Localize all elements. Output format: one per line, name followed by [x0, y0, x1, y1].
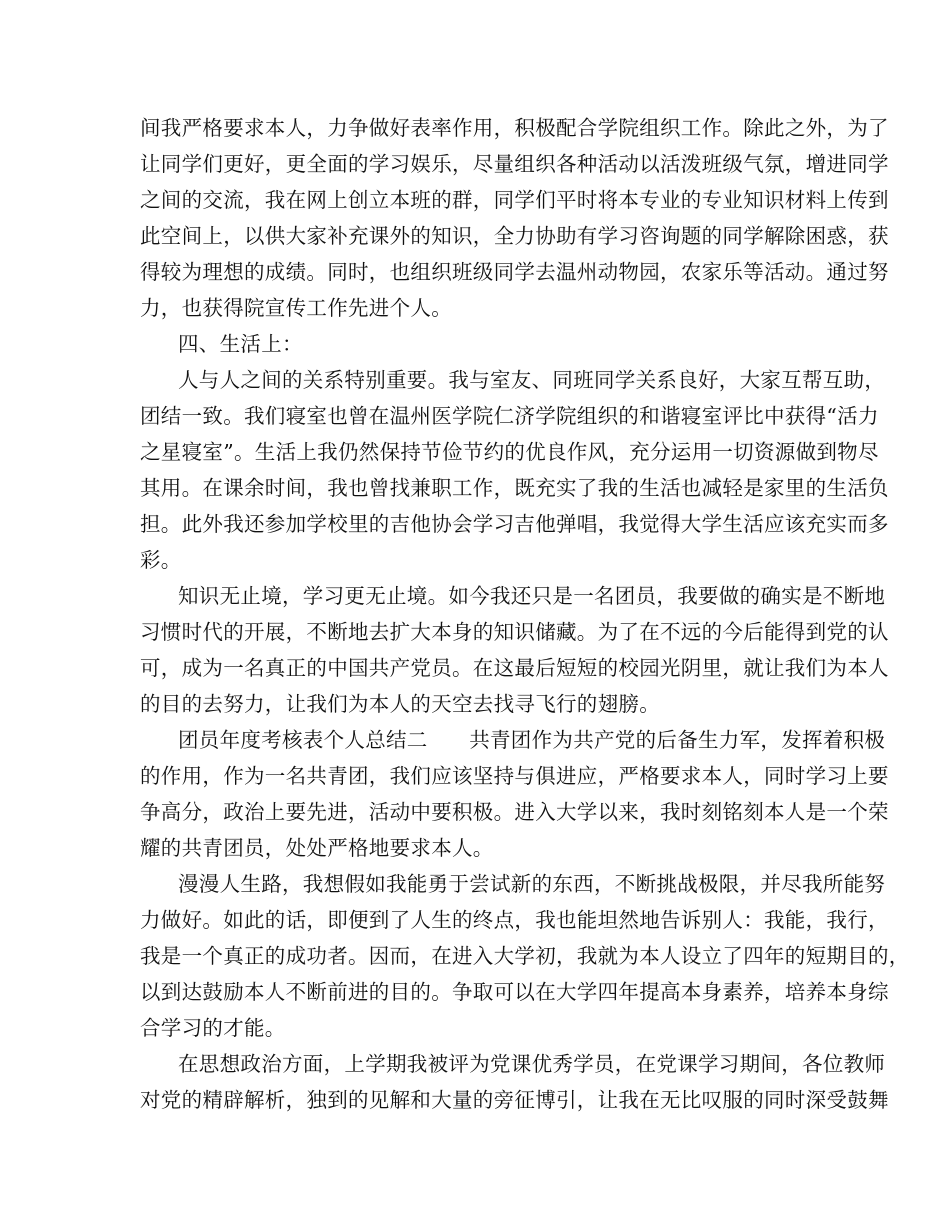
- body-line: 得较为理想的成绩。同时，也组织班级同学去温州动物园，农家乐等活动。通过努: [140, 260, 889, 284]
- body-line: 我是一个真正的成功者。因而，在进入大学初，我就为本人设立了四年的短期目的，: [140, 944, 910, 968]
- body-line: 在思想政治方面，上学期我被评为党课优秀学员，在党课学习期间，各位教师: [178, 1052, 886, 1076]
- body-line: 之星寝室”。生活上我仍然保持节俭节约的优良作风，充分运用一切资源做到物尽: [140, 440, 879, 464]
- body-line: 习惯时代的开展，不断地去扩大本身的知识储藏。为了在不远的今后能得到党的认: [140, 620, 889, 644]
- body-line: 可，成为一名真正的中国共产党员。在这最后短短的校园光阴里，就让我们为本人: [140, 656, 889, 680]
- body-line: 团结一致。我们寝室也曾在温州医学院仁济学院组织的和谐寝室评比中获得“活力: [140, 404, 879, 428]
- body-line: 漫漫人生路，我想假如我能勇于尝试新的东西，不断挑战极限，并尽我所能努: [178, 872, 886, 896]
- body-line: 对党的精辟解析，独到的见解和大量的旁征博引，让我在无比叹服的同时深受鼓舞: [140, 1088, 889, 1112]
- document-body: [140, 110, 910, 1118]
- body-line: 以到达鼓励本人不断前进的目的。争取可以在大学四年提高本身素养，培养本身综: [140, 980, 889, 1004]
- body-line: 力做好。如此的话，即便到了人生的终点，我也能坦然地告诉别人：我能，我行，: [140, 908, 889, 932]
- body-line: 人与人之间的关系特别重要。我与室友、同班同学关系良好，大家互帮互助，: [178, 368, 886, 392]
- body-line: 让同学们更好，更全面的学习娱乐，尽量组织各种活动以活泼班级气氛，增进同学: [140, 152, 889, 176]
- body-line: 此空间上，以供大家补充课外的知识，全力协助有学习咨询题的同学解除困惑，获: [140, 224, 889, 248]
- body-line: 团员年度考核表个人总结二 共青团作为共产党的后备生力军，发挥着积极: [178, 728, 886, 752]
- body-line: 之间的交流，我在网上创立本班的群，同学们平时将本专业的专业知识材料上传到: [140, 188, 889, 212]
- body-line: 耀的共青团员，处处严格地要求本人。: [140, 836, 494, 860]
- body-line: 合学习的才能。: [140, 1016, 286, 1040]
- body-line: 彩。: [140, 548, 182, 572]
- body-line: 力，也获得院宣传工作先进个人。: [140, 296, 452, 320]
- body-line: 知识无止境，学习更无止境。如今我还只是一名团员，我要做的确实是不断地: [178, 584, 886, 608]
- body-line: 的作用，作为一名共青团，我们应该坚持与俱进应，严格要求本人，同时学习上要: [140, 764, 889, 788]
- body-line: 的目的去努力，让我们为本人的天空去找寻飞行的翅膀。: [140, 692, 660, 716]
- body-line: 其用。在课余时间，我也曾找兼职工作，既充实了我的生活也减轻是家里的生活负: [140, 476, 889, 500]
- body-line: 间我严格要求本人，力争做好表率作用，积极配合学院组织工作。除此之外，为了: [140, 116, 889, 140]
- body-line: 担。此外我还参加学校里的吉他协会学习吉他弹唱，我觉得大学生活应该充实而多: [140, 512, 889, 536]
- section-heading: 四、生活上：: [178, 332, 303, 356]
- body-line: 争高分，政治上要先进，活动中要积极。进入大学以来，我时刻铭刻本人是一个荣: [140, 800, 889, 824]
